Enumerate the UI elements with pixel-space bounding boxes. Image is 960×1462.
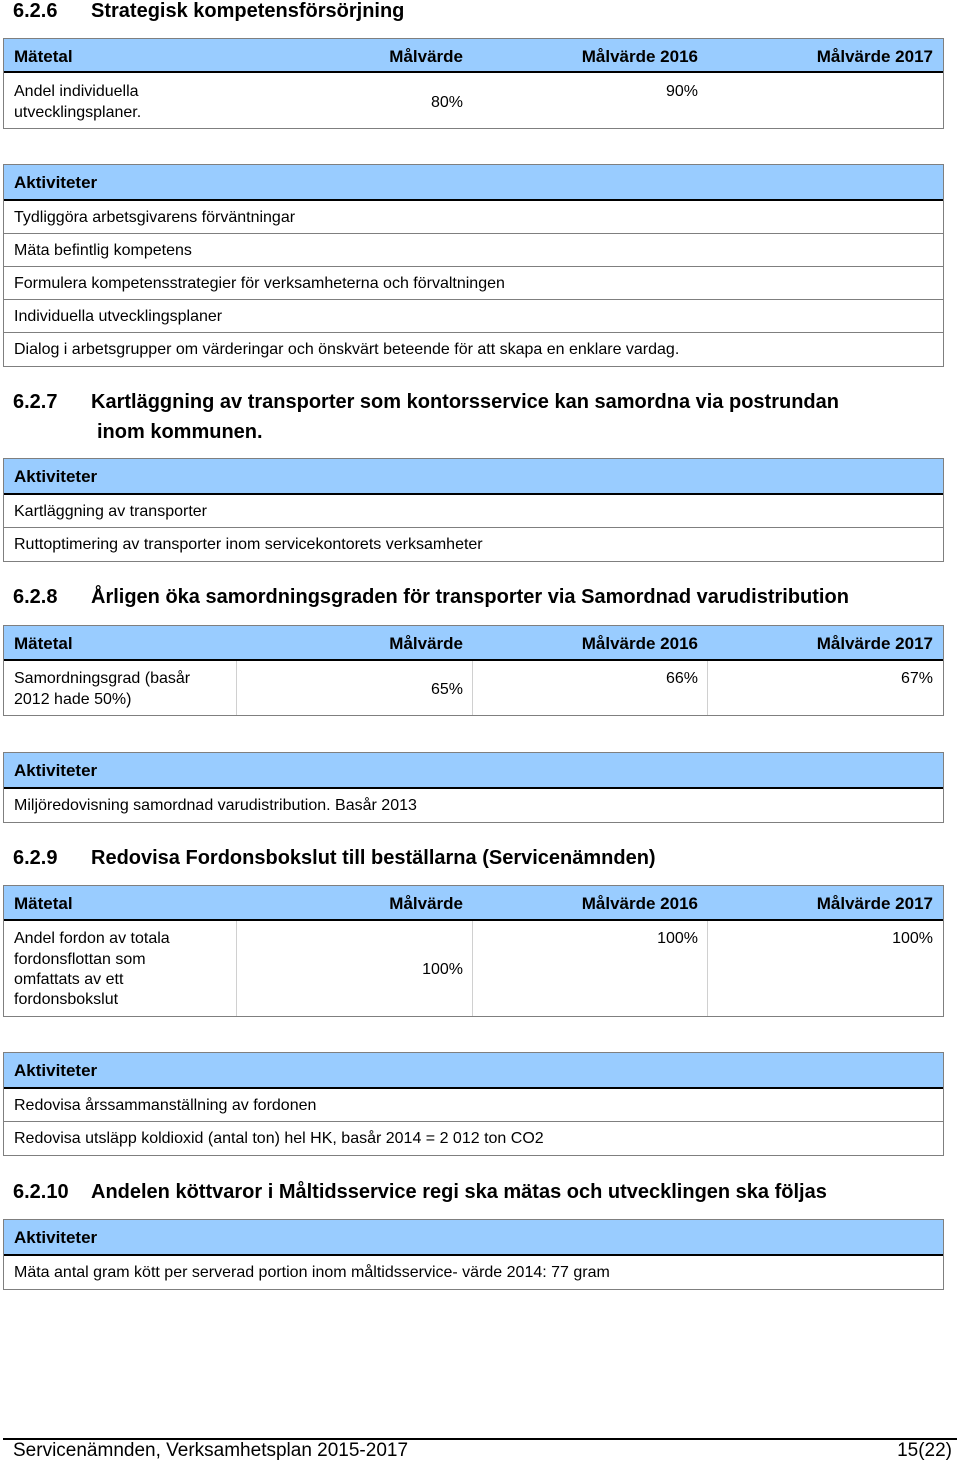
activity-text: Kartläggning av transporter xyxy=(14,503,207,520)
metric-cell-line2: 2012 hade 50%) xyxy=(14,691,132,708)
metric-cell-line3: omfattats av ett xyxy=(14,971,124,988)
col-target-2017: Målvärde 2017 xyxy=(816,47,933,66)
activity-text: Redovisa årssammanställning av fordonen xyxy=(14,1097,317,1114)
target-2017-cell: 100% xyxy=(892,930,933,947)
footer-document-title: Servicenämnden, Verksamhetsplan 2015-2017 xyxy=(13,1440,409,1461)
list-item xyxy=(4,267,943,300)
column-divider xyxy=(236,921,237,1016)
activities-header xyxy=(4,165,943,201)
list-item xyxy=(4,528,943,561)
section-title: Årligen öka samordningsgraden för transporter via Samordnad varudistribution xyxy=(91,586,849,608)
metric-cell-line2: fordonsflottan som xyxy=(14,951,146,968)
activity-text: Tydliggöra arbetsgivarens förväntningar xyxy=(14,209,296,226)
section-6-2-8-heading xyxy=(13,586,943,612)
activities-header-label: Aktiviteter xyxy=(14,467,98,486)
table-header xyxy=(4,886,943,921)
list-item xyxy=(4,234,943,267)
list-item xyxy=(4,201,943,234)
col-metric: Mätetal xyxy=(14,47,73,66)
activity-text: Dialog i arbetsgrupper om värderingar och önskvärt beteende för att skapa en enklare vardag. xyxy=(14,341,680,358)
col-target-2016: Målvärde 2016 xyxy=(581,634,698,653)
activity-text: Miljöredovisning samordnad varudistribution. Basår 2013 xyxy=(14,797,417,814)
metrics-table-6-2-9 xyxy=(3,885,944,1017)
section-number: 6.2.7 xyxy=(13,391,58,413)
metrics-table-6-2-6 xyxy=(3,38,944,129)
section-number: 6.2.8 xyxy=(13,586,58,608)
col-target: Målvärde xyxy=(389,47,463,66)
activity-text: Individuella utvecklingsplaner xyxy=(14,308,223,325)
activities-header-label: Aktiviteter xyxy=(14,173,98,192)
activities-header xyxy=(4,1053,943,1089)
table-row xyxy=(4,921,943,1016)
target-2016-cell: 90% xyxy=(665,83,698,100)
col-target-2016: Målvärde 2016 xyxy=(581,47,698,66)
section-title: Andelen köttvaror i Måltidsservice regi ska mätas och utvecklingen ska följas xyxy=(91,1181,827,1203)
metrics-table-6-2-8 xyxy=(3,625,944,716)
table-header xyxy=(4,626,943,661)
activities-header-label: Aktiviteter xyxy=(14,1228,98,1247)
activities-table-6-2-7 xyxy=(3,458,944,562)
activities-table-6-2-8 xyxy=(3,752,944,823)
section-6-2-9-heading xyxy=(13,847,943,873)
metric-cell-line1: Andel individuella xyxy=(14,83,139,100)
table-row xyxy=(4,73,943,128)
activities-header xyxy=(4,459,943,495)
section-number: 6.2.9 xyxy=(13,847,58,869)
col-target-2017: Målvärde 2017 xyxy=(816,894,933,913)
section-6-2-10-heading xyxy=(13,1181,943,1207)
activity-text: Mäta befintlig kompetens xyxy=(14,242,192,259)
activity-text: Formulera kompetensstrategier för verksamheterna och förvaltningen xyxy=(14,275,505,292)
target-2017-cell: 67% xyxy=(900,670,933,687)
column-divider xyxy=(472,921,473,1016)
footer-page-number: 15(22) xyxy=(897,1440,952,1461)
activity-text: Redovisa utsläpp koldioxid (antal ton) hel HK, basår 2014 = 2 012 ton CO2 xyxy=(14,1130,544,1147)
activities-header-label: Aktiviteter xyxy=(14,761,98,780)
section-6-2-6-heading xyxy=(13,0,943,26)
target-cell: 100% xyxy=(422,961,463,978)
list-item xyxy=(4,1122,943,1155)
section-number: 6.2.6 xyxy=(13,0,58,22)
column-divider xyxy=(472,661,473,715)
metric-cell-line4: fordonsbokslut xyxy=(14,991,119,1008)
col-metric: Mätetal xyxy=(14,894,73,913)
metric-cell-line1: Andel fordon av totala xyxy=(14,930,170,947)
metric-cell-line2: utvecklingsplaner. xyxy=(14,104,142,121)
table-header xyxy=(4,39,943,73)
col-target: Målvärde xyxy=(389,894,463,913)
list-item xyxy=(4,1089,943,1122)
activities-header xyxy=(4,1220,943,1256)
activities-table-6-2-9 xyxy=(3,1052,944,1156)
col-target-2016: Målvärde 2016 xyxy=(581,894,698,913)
col-target: Målvärde xyxy=(389,634,463,653)
list-item xyxy=(4,300,943,333)
list-item xyxy=(4,333,943,366)
section-number: 6.2.10 xyxy=(13,1181,69,1203)
target-cell: 65% xyxy=(430,681,463,698)
section-title: Strategisk kompetensförsörjning xyxy=(91,0,405,22)
section-title-line1: Kartläggning av transporter som kontorsservice kan samordna via postrundan xyxy=(91,391,839,413)
list-item xyxy=(4,789,943,822)
col-target-2017: Målvärde 2017 xyxy=(816,634,933,653)
activities-table-6-2-6 xyxy=(3,164,944,367)
activities-table-6-2-10 xyxy=(3,1219,944,1290)
column-divider xyxy=(707,661,708,715)
list-item xyxy=(4,495,943,528)
table-row xyxy=(4,661,943,715)
target-2016-cell: 100% xyxy=(657,930,698,947)
list-item xyxy=(4,1256,943,1289)
target-2016-cell: 66% xyxy=(665,670,698,687)
activity-text: Ruttoptimering av transporter inom servicekontorets verksamheter xyxy=(14,536,483,553)
activities-header-label: Aktiviteter xyxy=(14,1061,98,1080)
metric-cell-line1: Samordningsgrad (basår xyxy=(14,670,191,687)
section-6-2-7-heading xyxy=(13,391,943,447)
column-divider xyxy=(707,921,708,1016)
section-title: Redovisa Fordonsbokslut till beställarna (Servicenämnden) xyxy=(91,847,656,869)
col-metric: Mätetal xyxy=(14,634,73,653)
activity-text: Mäta antal gram kött per serverad portion inom måltidsservice- värde 2014: 77 gram xyxy=(14,1264,610,1281)
section-title-line2: inom kommunen. xyxy=(97,421,263,443)
column-divider xyxy=(236,661,237,715)
activities-header xyxy=(4,753,943,789)
target-cell: 80% xyxy=(430,94,463,111)
